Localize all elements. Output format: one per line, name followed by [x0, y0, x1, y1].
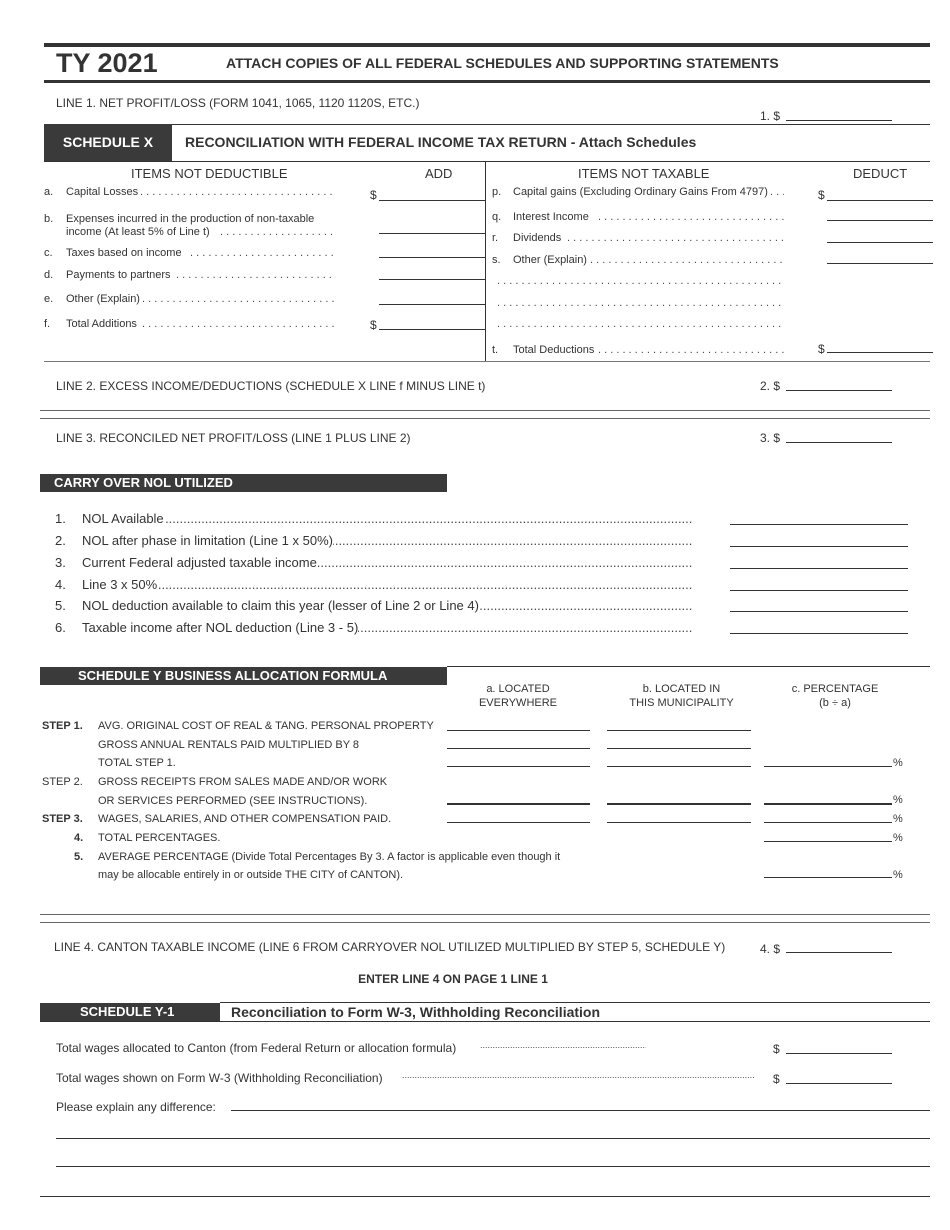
x-e-field[interactable] — [379, 304, 485, 305]
items-not-deductible-head: ITEMS NOT DEDUCTIBLE — [131, 166, 288, 181]
step1-line3: TOTAL STEP 1. — [98, 757, 176, 769]
nol-item-field[interactable] — [730, 568, 908, 569]
step4-pct: % — [893, 832, 903, 844]
line4-num: 4. $ — [760, 942, 781, 956]
schedule-y-top-rule — [447, 666, 930, 667]
x-q-letter: q. — [492, 211, 502, 223]
y1-row2-dots — [402, 1070, 754, 1080]
step1-total-a-field[interactable] — [447, 766, 590, 767]
schedule-x-top-rule — [172, 124, 930, 125]
line2-rule-a — [40, 410, 930, 411]
line2-num: 2. $ — [760, 379, 781, 393]
x-e-dots — [142, 293, 336, 305]
line3-label: LINE 3. RECONCILED NET PROFIT/LOSS (LINE 1 PLUS LINE 2) — [56, 431, 411, 445]
step1-l2-b-field[interactable] — [607, 748, 751, 749]
x-c-label: Taxes based on income — [66, 247, 182, 259]
col-a-head-2: EVERYWHERE — [478, 697, 558, 709]
x-r-letter: r. — [492, 232, 499, 244]
x-s-label: Other (Explain) — [513, 254, 587, 266]
schedule-y-end-rule-b — [40, 922, 930, 923]
nol-item-num: 6. — [55, 620, 66, 635]
x-a-field[interactable] — [379, 200, 485, 201]
x-a-dollar: $ — [370, 188, 377, 202]
step5-pct: % — [893, 869, 903, 881]
x-b-letter: b. — [44, 213, 54, 225]
step2-a-field[interactable] — [447, 803, 590, 805]
y1-explain-field-2[interactable] — [56, 1138, 930, 1139]
x-r-label: Dividends — [513, 232, 562, 244]
line2-rule-b — [40, 418, 930, 419]
line3-num: 3. $ — [760, 431, 781, 445]
schedule-x-title: RECONCILIATION WITH FEDERAL INCOME TAX RETURN - Attach Schedules — [185, 134, 697, 150]
step4-label: TOTAL PERCENTAGES. — [98, 832, 221, 844]
step3-pct: % — [893, 813, 903, 825]
step1-l2-a-field[interactable] — [447, 748, 590, 749]
step1-label: STEP 1. — [42, 720, 83, 732]
x-t-dollar: $ — [818, 342, 825, 356]
line4-label: LINE 4. CANTON TAXABLE INCOME (LINE 6 FROM CARRYOVER NOL UTILIZED MULTIPLIED BY STEP 5, SCHEDULE Y) — [54, 940, 726, 954]
col-c-head-1: c. PERCENTAGE — [791, 683, 879, 695]
x-b-field[interactable] — [379, 233, 485, 234]
schedule-y1-tag: SCHEDULE Y-1 — [40, 1003, 220, 1021]
deduct-head: DEDUCT — [853, 166, 908, 181]
x-t-dots — [598, 344, 784, 356]
x-c-letter: c. — [44, 247, 53, 259]
y1-row1-field[interactable] — [786, 1053, 892, 1054]
step3-a-field[interactable] — [447, 822, 590, 823]
y1-row1-label: Total wages allocated to Canton (from Federal Return or allocation formula) — [56, 1041, 457, 1055]
line2-label: LINE 2. EXCESS INCOME/DEDUCTIONS (SCHEDULE X LINE f MINUS LINE t) — [56, 379, 486, 393]
x-s-letter: s. — [492, 254, 501, 266]
col-c-head — [775, 682, 895, 710]
schedule-y1-top-rule — [220, 1002, 930, 1003]
x-p-field[interactable] — [827, 200, 933, 201]
step2-pct-field[interactable] — [764, 803, 892, 805]
nol-item-num: 5. — [55, 598, 66, 613]
y1-row2-dollar: $ — [773, 1072, 780, 1086]
col-a-head — [458, 682, 578, 710]
schedule-y-header: SCHEDULE Y BUSINESS ALLOCATION FORMULA — [40, 667, 447, 685]
x-f-dollar: $ — [370, 318, 377, 332]
step5-num: 5. — [74, 851, 84, 863]
x-d-dots — [176, 269, 336, 281]
nol-item-label: NOL Available — [82, 511, 164, 526]
nol-item-dots — [82, 577, 692, 592]
nol-item-field[interactable] — [730, 633, 908, 634]
step1-total-b-field[interactable] — [607, 766, 751, 767]
nol-item-field[interactable] — [730, 546, 908, 547]
nol-item-field[interactable] — [730, 611, 908, 612]
y1-explain-field-1[interactable] — [231, 1110, 930, 1111]
x-a-label: Capital Losses — [66, 186, 139, 198]
step1-line2: GROSS ANNUAL RENTALS PAID MULTIPLIED BY 8 — [98, 739, 360, 751]
x-a-letter: a. — [44, 186, 54, 198]
line1-field[interactable] — [786, 120, 892, 121]
x-b-label2: income (At least 5% of Line t) — [66, 226, 210, 238]
x-d-letter: d. — [44, 269, 54, 281]
x-f-field[interactable] — [379, 329, 485, 330]
nol-item-field[interactable] — [730, 524, 908, 525]
tax-year: TY 2021 — [56, 48, 158, 78]
x-q-dots — [598, 211, 784, 223]
x-c-field[interactable] — [379, 257, 485, 258]
enter-line4-note: ENTER LINE 4 ON PAGE 1 LINE 1 — [358, 972, 548, 986]
nol-header: CARRY OVER NOL UTILIZED — [40, 474, 447, 492]
col-a-head-1: a. LOCATED — [486, 683, 550, 695]
header-rule — [44, 80, 930, 83]
step3-line1: WAGES, SALARIES, AND OTHER COMPENSATION PAID. — [98, 813, 392, 825]
x-d-field[interactable] — [379, 279, 485, 280]
step3-pct-field[interactable] — [764, 822, 892, 823]
nol-item-label: Line 3 x 50% — [82, 577, 158, 592]
items-not-taxable-head: ITEMS NOT TAXABLE — [578, 166, 710, 181]
x-a-dots — [140, 186, 336, 198]
x-c-dots — [190, 247, 336, 259]
x-t-label: Total Deductions — [513, 344, 595, 356]
nol-item-dots — [82, 511, 692, 526]
schedule-y1-title: Reconciliation to Form W-3, Withholding Reconciliation — [231, 1004, 601, 1020]
x-r-dots — [567, 232, 784, 244]
step3-b-field[interactable] — [607, 822, 751, 823]
nol-item-label: NOL after phase in limitation (Line 1 x 50%) — [82, 533, 333, 548]
step4-pct-field[interactable] — [764, 841, 892, 842]
nol-item-num: 2. — [55, 533, 66, 548]
x-b-dots — [220, 226, 336, 238]
line1-label: LINE 1. NET PROFIT/LOSS (FORM 1041, 1065, 1120 1120S, ETC.) — [56, 96, 420, 110]
step4-num: 4. — [74, 832, 84, 844]
x-p-label: Capital gains (Excluding Ordinary Gains From 4797) — [513, 186, 768, 198]
col-c-head-2: (b ÷ a) — [819, 697, 851, 709]
nol-item-num: 3. — [55, 555, 66, 570]
step1-line1: AVG. ORIGINAL COST OF REAL & TANG. PERSONAL PROPERTY — [98, 720, 434, 732]
line1-num: 1. $ — [760, 109, 781, 123]
step5-label-2: may be allocable entirely in or outside THE CITY of CANTON). — [98, 869, 404, 881]
attach-notice: ATTACH COPIES OF ALL FEDERAL SCHEDULES AND SUPPORTING STATEMENTS — [226, 55, 779, 71]
step5-label-1: AVERAGE PERCENTAGE (Divide Total Percentages By 3. A factor is applicable even though it — [98, 851, 561, 863]
x-s-field[interactable] — [827, 263, 933, 264]
schedule-y-end-rule-a — [40, 914, 930, 915]
x-e-label: Other (Explain) — [66, 293, 140, 305]
schedule-x-tag: SCHEDULE X — [44, 124, 172, 161]
x-f-dots — [142, 318, 336, 330]
x-t-field[interactable] — [827, 352, 933, 353]
step2-pct: % — [893, 794, 903, 806]
y1-row3-label: Please explain any difference: — [56, 1100, 216, 1114]
step2-b-field[interactable] — [607, 803, 751, 805]
x-f-letter: f. — [44, 318, 51, 330]
col-b-head — [614, 682, 749, 710]
schedule-y1-bottom-rule — [40, 1021, 930, 1022]
x-explain-dots-1 — [497, 275, 784, 287]
bottom-rule — [40, 1196, 930, 1197]
step5-pct-field[interactable] — [764, 877, 892, 878]
nol-item-field[interactable] — [730, 590, 908, 591]
x-explain-dots-2 — [497, 297, 784, 309]
x-b-label1: Expenses incurred in the production of non-taxable — [66, 213, 315, 225]
x-r-field[interactable] — [827, 242, 933, 243]
line3-field[interactable] — [786, 442, 892, 443]
x-s-dots — [590, 254, 784, 266]
schedule-x-bottom-rule — [44, 161, 930, 162]
step1-pct: % — [893, 757, 903, 769]
x-t-letter: t. — [492, 344, 499, 356]
x-p-dots — [770, 186, 784, 198]
x-explain-dots-3 — [497, 318, 784, 330]
line2-field[interactable] — [786, 390, 892, 391]
nol-item-label: Taxable income after NOL deduction (Line 3 - 5) — [82, 620, 359, 635]
line4-field[interactable] — [786, 952, 892, 953]
step1-l1-b-field[interactable] — [607, 730, 751, 731]
schedule-x-divider — [485, 161, 486, 361]
add-head: ADD — [425, 166, 453, 181]
step1-pct-field[interactable] — [764, 766, 892, 767]
x-q-field[interactable] — [827, 220, 933, 221]
top-rule — [44, 43, 930, 47]
x-f-label: Total Additions — [66, 318, 137, 330]
step3-label: STEP 3. — [42, 813, 83, 825]
nol-item-num: 4. — [55, 577, 66, 592]
x-p-dollar: $ — [818, 188, 825, 202]
y1-row1-dollar: $ — [773, 1042, 780, 1056]
x-p-letter: p. — [492, 186, 502, 198]
y1-explain-field-3[interactable] — [56, 1166, 930, 1167]
step2-line1: GROSS RECEIPTS FROM SALES MADE AND/OR WORK — [98, 776, 388, 788]
step1-l1-a-field[interactable] — [447, 730, 590, 731]
step2-line2: OR SERVICES PERFORMED (SEE INSTRUCTIONS). — [98, 795, 368, 807]
y1-row2-field[interactable] — [786, 1083, 892, 1084]
x-e-letter: e. — [44, 293, 54, 305]
schedule-x-end-rule — [44, 361, 930, 362]
nol-item-num: 1. — [55, 511, 66, 526]
y1-row2-label: Total wages shown on Form W-3 (Withholding Reconciliation) — [56, 1071, 383, 1085]
nol-item-label: Current Federal adjusted taxable income — [82, 555, 317, 570]
x-q-label: Interest Income — [513, 211, 589, 223]
step2-label: STEP 2. — [42, 776, 83, 788]
nol-item-label: NOL deduction available to claim this year (lesser of Line 2 or Line 4) — [82, 598, 479, 613]
col-b-head-1: b. LOCATED IN — [642, 683, 721, 695]
col-b-head-2: THIS MUNICIPALITY — [629, 697, 734, 709]
y1-row1-dots — [480, 1040, 646, 1050]
x-d-label: Payments to partners — [66, 269, 171, 281]
